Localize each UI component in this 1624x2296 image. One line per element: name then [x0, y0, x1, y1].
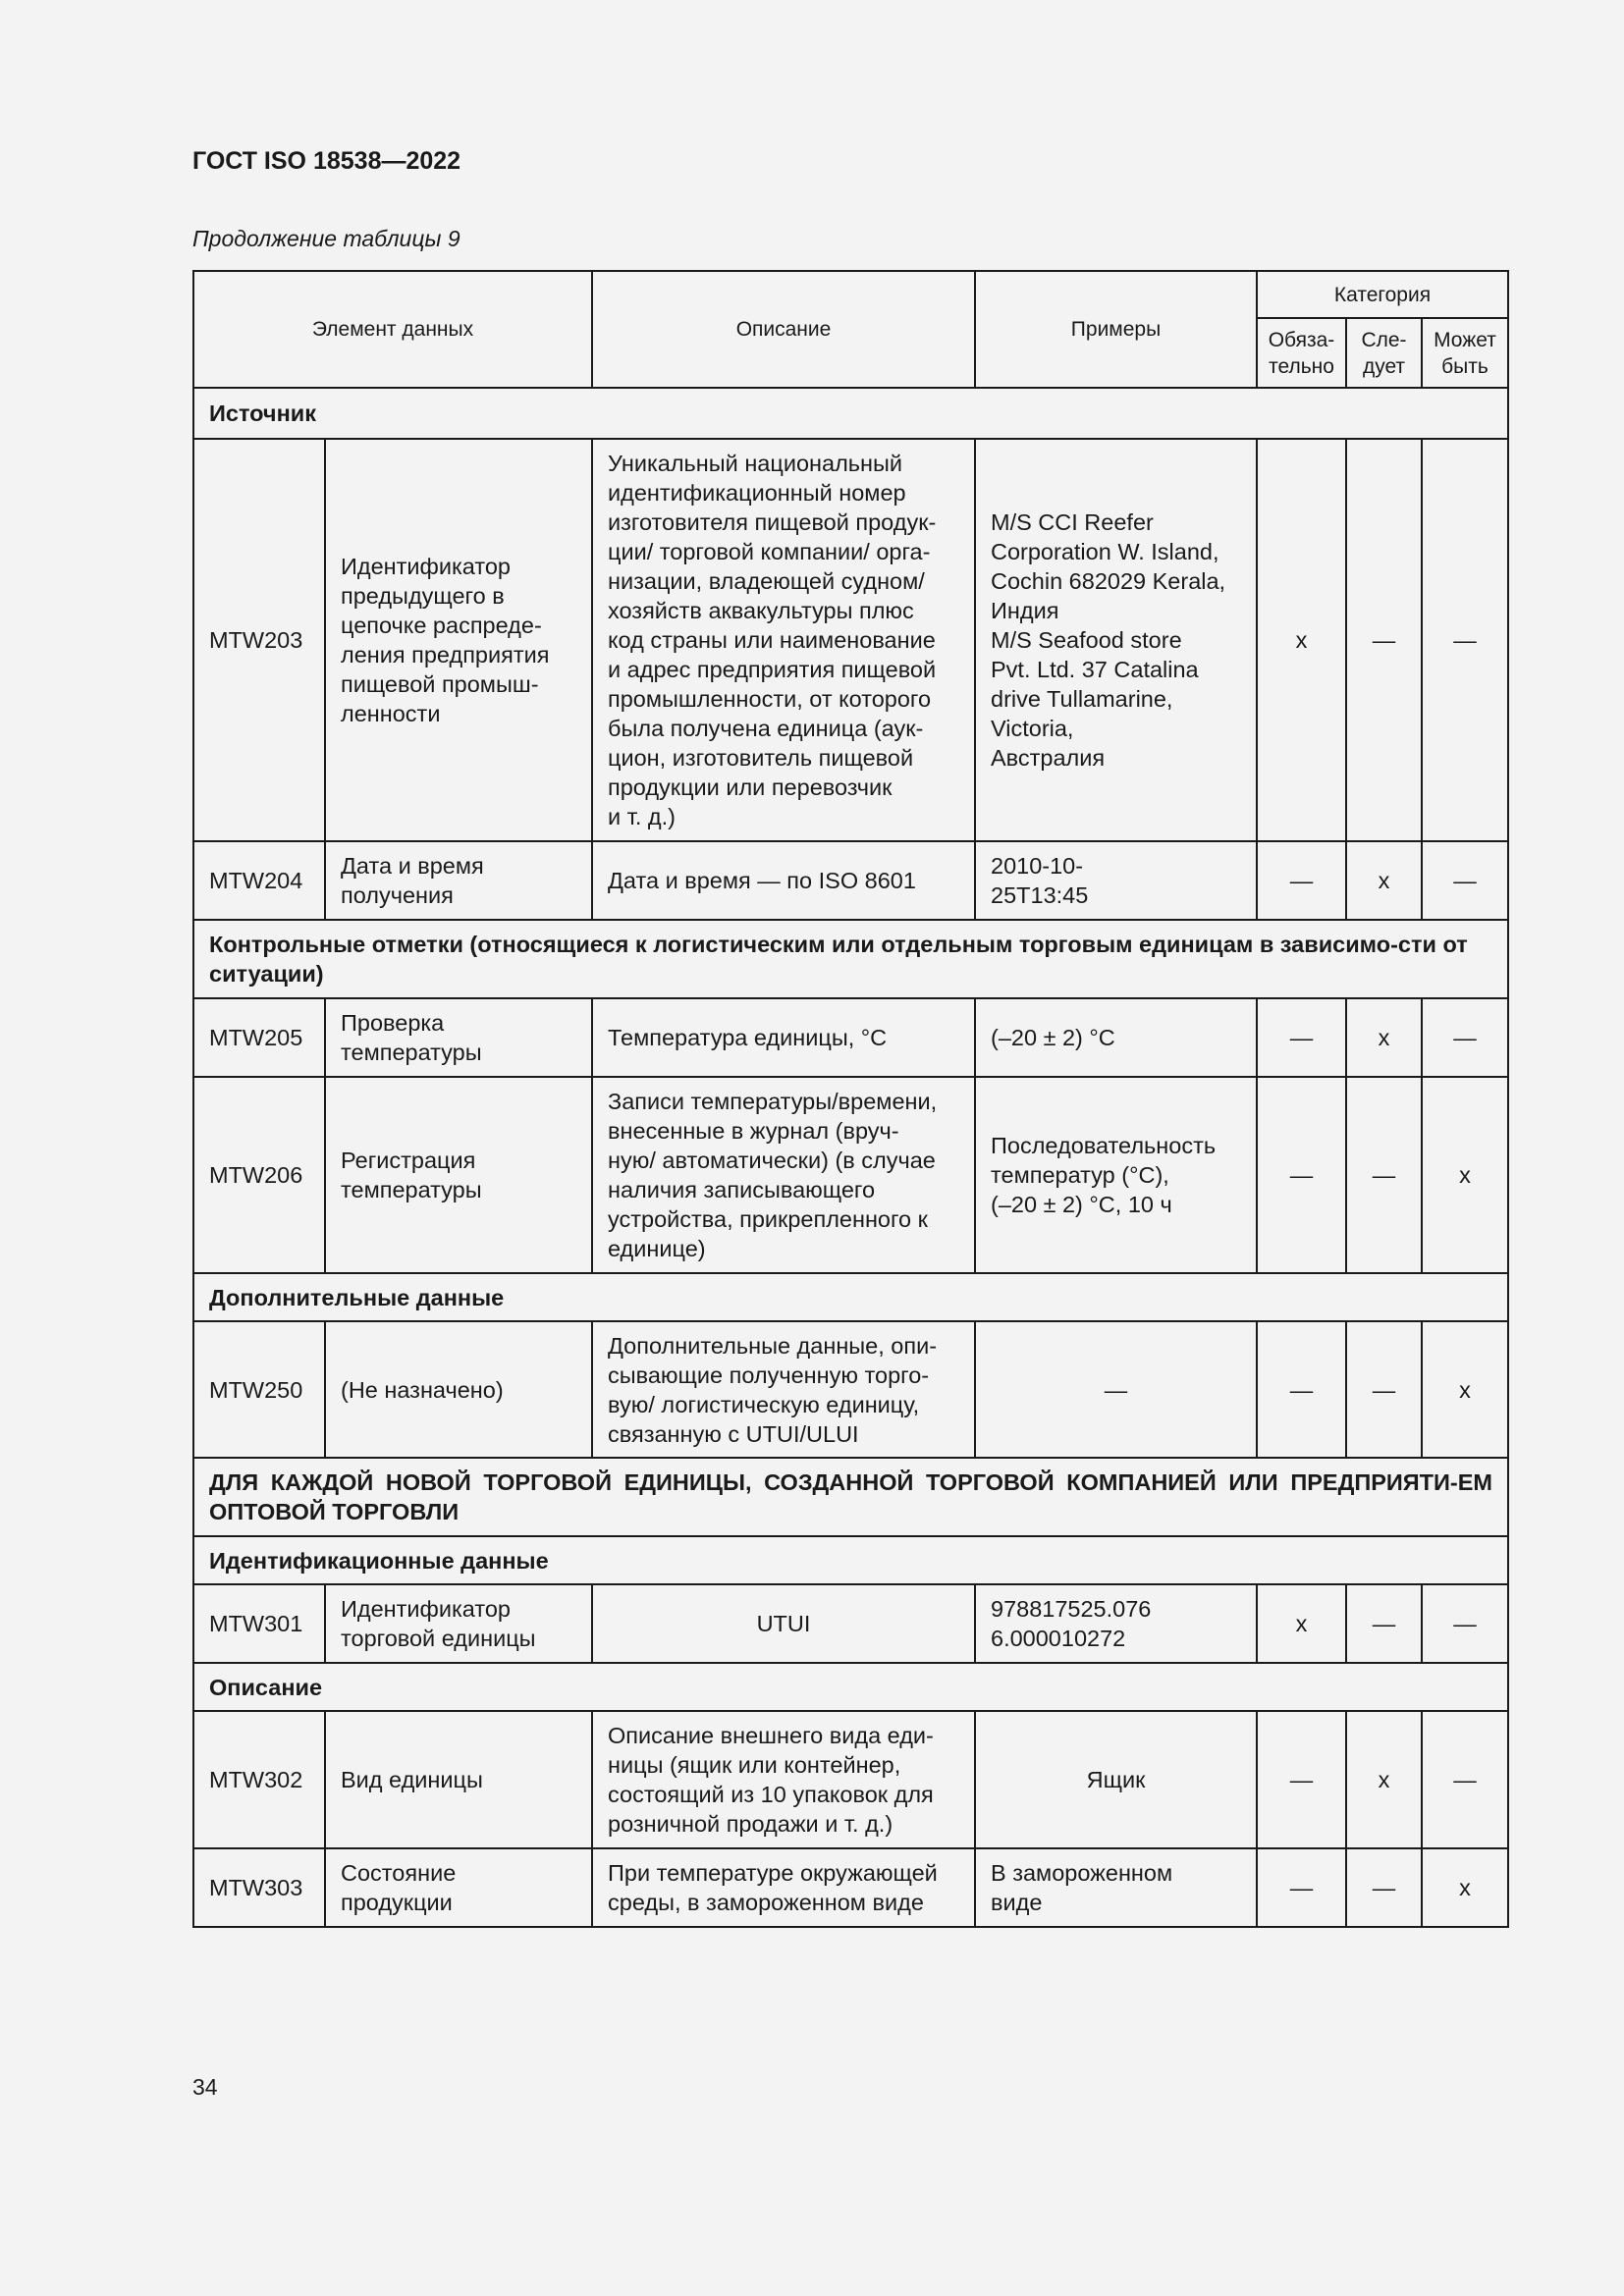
row-description [592, 1321, 975, 1458]
row-name [325, 1077, 592, 1273]
column-header-should [1346, 318, 1422, 388]
cell-text-line: Cochin 682029 Kerala, [991, 568, 1226, 594]
table-row [193, 1321, 1508, 1458]
mark-should: — [1346, 1584, 1422, 1663]
row-description [592, 1711, 975, 1848]
mark-may: — [1422, 998, 1508, 1077]
should-line-1: Сле- [1361, 328, 1407, 351]
cell-text-line: розничной продажи и т. д.) [608, 1811, 893, 1837]
cell-text-line: промышленности, от которого [608, 686, 932, 712]
cell-text-line: наличия записывающего [608, 1177, 876, 1202]
cell-text-line: Описание внешнего вида еди- [608, 1723, 934, 1748]
section-row-source [193, 388, 1508, 439]
mark-mandatory: — [1257, 998, 1346, 1077]
row-code: MTW204 [193, 841, 325, 920]
section-title-source: Источник [193, 388, 1508, 439]
row-example [975, 1584, 1257, 1663]
cell-text-line: получения [341, 882, 454, 908]
row-example [975, 1321, 1257, 1458]
mark-should: x [1346, 841, 1422, 920]
row-name [325, 998, 592, 1077]
section-row-additional [193, 1273, 1508, 1321]
cell-text-line: связанную с UTUI/ULUI [608, 1420, 859, 1447]
cell-text-line: Последовательность [991, 1133, 1217, 1158]
mandatory-line-2: тельно [1269, 354, 1334, 378]
column-header-examples: Примеры [975, 271, 1257, 388]
cell-text-line: Уникальный национальный [608, 451, 903, 476]
cell-text-line: Дата и время — по ISO 8601 [608, 868, 916, 893]
cell-text-line: температур (°C), [991, 1162, 1169, 1188]
mark-mandatory: — [1257, 841, 1346, 920]
row-code: MTW205 [193, 998, 325, 1077]
row-name [325, 1321, 592, 1458]
mark-mandatory: x [1257, 439, 1346, 841]
section-title-additional: Дополнительные данные [193, 1273, 1508, 1321]
cell-text-line: В замороженном [991, 1860, 1173, 1886]
mark-may: — [1422, 841, 1508, 920]
cell-text-line: M/S CCI Reefer [991, 509, 1154, 535]
section-title-control: Контрольные отметки (относящиеся к логистическим или отдельным торговым единицам в зависимо-сти от ситуации) [193, 920, 1508, 998]
row-description [592, 998, 975, 1077]
cell-text-line: 978817525.076 [991, 1596, 1152, 1622]
cell-text-line: Victoria, [991, 716, 1074, 741]
cell-text-line: UTUI [756, 1611, 811, 1636]
cell-text-line: (–20 ± 2) °C [991, 1025, 1115, 1050]
row-example [975, 439, 1257, 841]
row-name [325, 439, 592, 841]
mark-may: — [1422, 1711, 1508, 1848]
section-row-control [193, 920, 1508, 998]
cell-text-line: цепочке распреде- [341, 613, 542, 638]
row-description [592, 439, 975, 841]
cell-text-line: Дата и время [341, 853, 484, 879]
cell-text-line: Записи температуры/времени, [608, 1089, 938, 1114]
table-row [193, 1711, 1508, 1848]
mark-should: — [1346, 1077, 1422, 1273]
cell-text-line: 25T13:45 [991, 882, 1089, 908]
mark-mandatory: — [1257, 1321, 1346, 1458]
mark-should: — [1346, 1321, 1422, 1458]
mandatory-line-1: Обяза- [1268, 328, 1335, 351]
cell-text-line: Проверка [341, 1010, 445, 1036]
cell-text-line: идентификационный номер [608, 480, 906, 506]
row-code: MTW303 [193, 1848, 325, 1927]
cell-text-line: Австралия [991, 745, 1106, 771]
column-header-category: Категория [1257, 271, 1508, 318]
cell-text-line: drive Tullamarine, [991, 686, 1173, 712]
cell-text-line: Pvt. Ltd. 37 Catalina [991, 657, 1199, 682]
table-row [193, 1848, 1508, 1927]
mark-may: — [1422, 439, 1508, 841]
column-header-description: Описание [592, 271, 975, 388]
cell-text-line: ницы (ящик или контейнер, [608, 1752, 901, 1778]
section-row-new-unit [193, 1458, 1508, 1536]
table-row [193, 841, 1508, 920]
column-header-mandatory [1257, 318, 1346, 388]
row-example [975, 1711, 1257, 1848]
cell-text-line: состоящий из 10 упаковок для [608, 1782, 934, 1807]
cell-text-line: продукции или перевозчик [608, 774, 893, 800]
data-elements-table [192, 270, 1509, 1928]
table-row [193, 1584, 1508, 1663]
cell-text-line: (Не назначено) [341, 1376, 504, 1403]
cell-text-line: единице) [608, 1236, 706, 1261]
cell-text-line: 6.000010272 [991, 1626, 1126, 1651]
cell-text-line: ную/ автоматически) (в случае [608, 1148, 936, 1173]
mark-should: — [1346, 1848, 1422, 1927]
row-example [975, 998, 1257, 1077]
cell-text-line: внесенные в журнал (вруч- [608, 1118, 899, 1144]
mark-may: x [1422, 1321, 1508, 1458]
table-row [193, 1077, 1508, 1273]
cell-text-line: температуры [341, 1040, 482, 1065]
header-row [193, 271, 1508, 318]
cell-text-line: Corporation W. Island, [991, 539, 1219, 564]
mark-should: x [1346, 998, 1422, 1077]
cell-text-line: При температуре окружающей [608, 1860, 938, 1886]
cell-text-line: низации, владеющей судном/ [608, 568, 925, 594]
may-line-1: Может [1434, 328, 1496, 351]
cell-text-line: сывающие полученную торго- [608, 1362, 930, 1388]
row-name [325, 841, 592, 920]
row-example [975, 1848, 1257, 1927]
cell-text-line: Идентификатор [341, 1596, 511, 1622]
mark-mandatory: — [1257, 1848, 1346, 1927]
cell-text-line: виде [991, 1890, 1043, 1915]
row-code: MTW206 [193, 1077, 325, 1273]
cell-text-line: (–20 ± 2) °C, 10 ч [991, 1192, 1172, 1217]
section-title-identification: Идентификационные данные [193, 1536, 1508, 1584]
cell-text-line: ции/ торговой компании/ орга- [608, 539, 931, 564]
cell-text-line: — [1104, 1376, 1128, 1403]
page-number: 34 [192, 2074, 218, 2100]
column-header-may [1422, 318, 1508, 388]
row-name [325, 1584, 592, 1663]
cell-text-line: 2010-10- [991, 853, 1084, 879]
cell-text-line: Дополнительные данные, опи- [608, 1332, 938, 1359]
cell-text-line: Температура единицы, °C [608, 1025, 888, 1050]
section-row-description [193, 1663, 1508, 1711]
cell-text-line: M/S Seafood store [991, 627, 1182, 653]
may-line-2: быть [1441, 354, 1489, 378]
row-example [975, 841, 1257, 920]
mark-should: — [1346, 439, 1422, 841]
cell-text-line: и адрес предприятия пищевой [608, 657, 937, 682]
row-example [975, 1077, 1257, 1273]
cell-text-line: торговой единицы [341, 1626, 536, 1651]
cell-text-line: температуры [341, 1177, 482, 1202]
cell-text-line: код страны или наименование [608, 627, 936, 653]
row-code: MTW302 [193, 1711, 325, 1848]
row-description [592, 1077, 975, 1273]
cell-text-line: цион, изготовитель пищевой [608, 745, 914, 771]
row-description [592, 1584, 975, 1663]
column-header-element: Элемент данных [193, 271, 592, 388]
cell-text-line: предыдущего в [341, 583, 505, 609]
row-name [325, 1711, 592, 1848]
cell-text-line: продукции [341, 1890, 453, 1915]
mark-mandatory: — [1257, 1711, 1346, 1848]
row-code: MTW203 [193, 439, 325, 841]
cell-text-line: хозяйств аквакультуры плюс [608, 598, 914, 623]
section-title-new-unit: ДЛЯ КАЖДОЙ НОВОЙ ТОРГОВОЙ ЕДИНИЦЫ, СОЗДАННОЙ ТОРГОВОЙ КОМПАНИЕЙ ИЛИ ПРЕДПРИЯТИ-ЕМ ОПТОВОЙ ТОРГОВЛИ [193, 1458, 1508, 1536]
cell-text-line: среды, в замороженном виде [608, 1890, 924, 1915]
document-title: ГОСТ ISO 18538—2022 [192, 147, 461, 175]
cell-text-line: ления предприятия [341, 642, 550, 667]
cell-text-line: Состояние [341, 1860, 457, 1886]
row-description [592, 841, 975, 920]
cell-text-line: и т. д.) [608, 804, 676, 829]
mark-may: x [1422, 1848, 1508, 1927]
cell-text-line: устройства, прикрепленного к [608, 1206, 928, 1232]
table-row [193, 998, 1508, 1077]
section-title-description: Описание [193, 1663, 1508, 1711]
cell-text-line: пищевой промыш- [341, 671, 539, 697]
cell-text-line: Идентификатор [341, 554, 511, 579]
cell-text-line: изготовителя пищевой продук- [608, 509, 937, 535]
cell-text-line: вую/ логистическую единицу, [608, 1391, 920, 1417]
table-caption: Продолжение таблицы 9 [192, 226, 460, 251]
section-row-identification [193, 1536, 1508, 1584]
row-code: MTW250 [193, 1321, 325, 1458]
row-code: MTW301 [193, 1584, 325, 1663]
mark-may: — [1422, 1584, 1508, 1663]
mark-mandatory: x [1257, 1584, 1346, 1663]
should-line-2: дует [1362, 354, 1406, 378]
mark-should: x [1346, 1711, 1422, 1848]
mark-mandatory: — [1257, 1077, 1346, 1273]
table-row [193, 439, 1508, 841]
cell-text-line: Ящик [1086, 1767, 1146, 1792]
cell-text-line: Регистрация [341, 1148, 476, 1173]
mark-may: x [1422, 1077, 1508, 1273]
cell-text-line: Вид единицы [341, 1767, 483, 1792]
row-description [592, 1848, 975, 1927]
row-name [325, 1848, 592, 1927]
cell-text-line: ленности [341, 701, 441, 726]
cell-text-line: была получена единица (аук- [608, 716, 924, 741]
cell-text-line: Индия [991, 598, 1059, 623]
